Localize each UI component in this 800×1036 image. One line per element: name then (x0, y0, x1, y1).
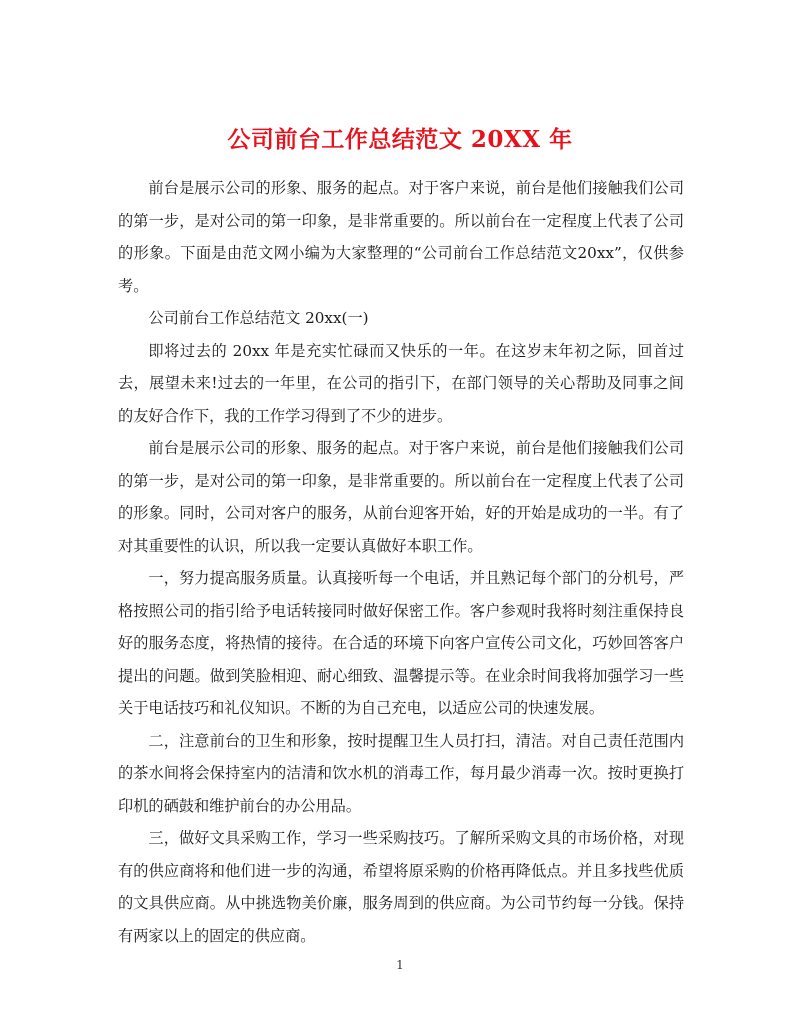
section-heading: 公司前台工作总结范文 20xx(一) (148, 309, 369, 327)
body-paragraph: 一，努力提高服务质量。认真接听每一个电话，并且熟记每个部门的分机号，严格按照公司的指引给予电话转接同时做好保密工作。客户参观时我将时刻注重保持良好的服务态度，将热情的接待。在合适的环境下向客户宣传公司文化，巧妙回答客户提出的问题。做到笑脸相迎、耐心细致、温馨提示等。在业余时间我将加强学习一些关于电话技巧和礼仪知识。不断的为自己充电，以适应公司的快速发展。 (118, 569, 684, 717)
body-paragraph: 三，做好文具采购工作，学习一些采购技巧。了解所采购文具的市场价格，对现有的供应商将和他们进一步的沟通，希望将原采购的价格再降低点。并且多找些优质的文具供应商。从中挑选物美价廉，服务周到的供应商。为公司节约每一分钱。保持有两家以上的固定的供应商。 (118, 829, 684, 945)
body-paragraph: 二，注意前台的卫生和形象，按时提醒卫生人员打扫，清洁。对自己责任范围内的茶水间将会保持室内的洁清和饮水机的消毒工作，每月最少消毒一次。按时更换打印机的硒鼓和维护前台的办公用品。 (118, 731, 684, 815)
document-title: 公司前台工作总结范文 20XX 年 (227, 126, 573, 154)
intro-paragraph: 前台是展示公司的形象、服务的起点。对于客户来说，前台是他们接触我们公司的第一步，是对公司的第一印象，是非常重要的。所以前台在一定程度上代表了公司的形象。下面是由范文网小编为大家整理的“公司前台工作总结范文20xx”，仅供参考。 (118, 179, 684, 295)
body-paragraph: 前台是展示公司的形象、服务的起点。对于客户来说，前台是他们接触我们公司的第一步，是对公司的第一印象，是非常重要的。所以前台在一定程度上代表了公司的形象。同时，公司对客户的服务，从前台迎客开始，好的开始是成功的一半。有了对其重要性的认识，所以我一定要认真做好本职工作。 (118, 439, 684, 555)
document-body (118, 172, 684, 952)
page-number: 1 (396, 958, 404, 972)
body-paragraph: 即将过去的 20xx 年是充实忙碌而又快乐的一年。在这岁末年初之际，回首过去，展望未来!过去的一年里，在公司的指引下，在部门领导的关心帮助及同事之间的友好合作下，我的工作学习得到了不少的进步。 (118, 341, 684, 425)
